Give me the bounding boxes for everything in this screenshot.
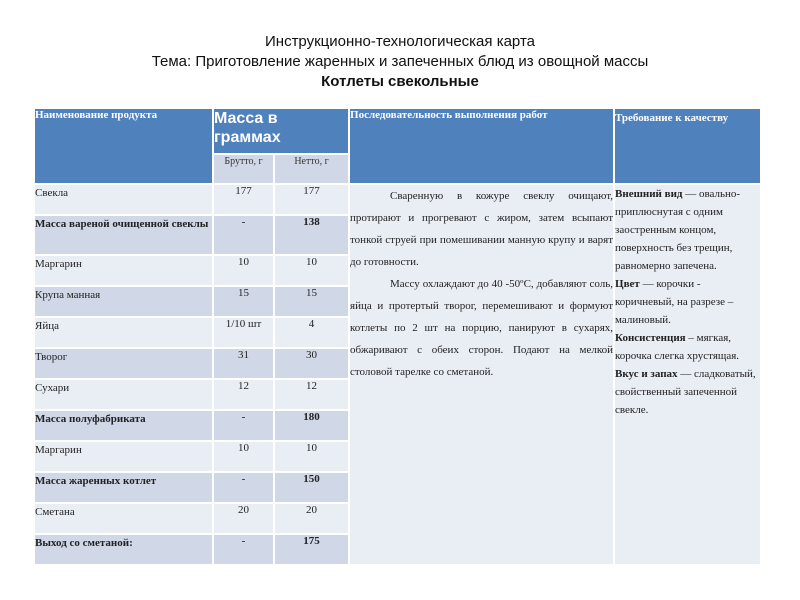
brutto-cell: 20 [213,503,274,534]
brutto-cell: 31 [213,348,274,379]
product-name-cell: Яйца [34,317,213,348]
brutto-cell: 10 [213,441,274,472]
brutto-cell: 10 [213,255,274,286]
netto-cell: 180 [274,410,349,441]
netto-cell: 10 [274,441,349,472]
quality-label: Цвет [615,278,640,290]
header-product-name: Наименование продукта [34,108,213,184]
sequence-paragraph: Сваренную в кожуре свеклу очищают, протирают и прогревают с жиром, затем всыпают тонкой струей при помешивании манную крупу и варят до готовности. [350,190,614,268]
product-name-cell: Творог [34,348,213,379]
netto-cell: 175 [274,534,349,565]
netto-cell: 10 [274,255,349,286]
document-titles [0,32,800,92]
quality-item [615,365,760,419]
product-name-cell: Масса полуфабриката [34,410,213,441]
header-mass: Масса в граммах [213,108,349,154]
netto-cell: 4 [274,317,349,348]
dish-name: Котлеты свекольные [321,73,479,90]
quality-item [615,185,760,275]
quality-separator: — [639,278,657,290]
product-name-cell: Сметана [34,503,213,534]
quality-label: Вкус и запах [615,368,678,380]
quality-text: корочки - коричневый, на разрезе – малиновый. [615,278,734,326]
quality-label: Внешний вид [615,188,683,200]
product-name-cell: Сухари [34,379,213,410]
quality-item [615,329,760,365]
netto-cell: 30 [274,348,349,379]
product-name-cell: Крупа манная [34,286,213,317]
quality-label: Консистенция [615,332,686,344]
brutto-cell: - [213,534,274,565]
product-name-cell: Масса вареной очищенной свеклы [34,215,213,255]
brutto-cell: 12 [213,379,274,410]
quality-item [615,275,760,329]
technology-card-table [33,107,762,566]
header-brutto: Брутто, г [213,154,274,184]
table-row [34,184,761,215]
quality-text: сладковатый, свойственный запеченной свекле. [615,368,756,416]
netto-cell: 150 [274,472,349,503]
quality-separator: – [685,332,697,344]
brutto-cell: 1/10 шт [213,317,274,348]
netto-cell: 12 [274,379,349,410]
brutto-cell: - [213,215,274,255]
quality-text: овально-приплюснутая с одним заостренным концом, поверхность без трещин, равномерно запечена. [615,188,741,272]
quality-text: мягкая, корочка слегка хрустящая. [615,332,740,362]
quality-separator: — [682,188,699,200]
sequence-cell [349,184,614,565]
brutto-cell: - [213,410,274,441]
header-quality: Требование к качеству [614,108,761,184]
product-name-cell: Маргарин [34,255,213,286]
document-topic: Тема: Приготовление жаренных и запеченных блюд из овощной массы [151,53,649,70]
product-name-cell: Выход со сметаной: [34,534,213,565]
netto-cell: 177 [274,184,349,215]
brutto-cell: - [213,472,274,503]
product-name-cell: Свекла [34,184,213,215]
product-name-cell: Масса жаренных котлет [34,472,213,503]
header-netto: Нетто, г [274,154,349,184]
sequence-paragraph: Массу охлаждают до 40 -50ºС, добавляют соль, яйца и протертый творог, перемешивают и формуют котлеты по 2 шт на порцию, панируют в сухарях, обжаривают с обеих сторон. Подают на мелкой столовой тарелке со сметаной. [350,278,614,378]
netto-cell: 20 [274,503,349,534]
header-sequence: Последовательность выполнения работ [349,108,614,184]
product-name-cell: Маргарин [34,441,213,472]
brutto-cell: 15 [213,286,274,317]
quality-cell [614,184,761,565]
document-title: Инструкционно-технологическая карта [265,33,535,50]
netto-cell: 15 [274,286,349,317]
quality-separator: — [677,368,695,380]
netto-cell: 138 [274,215,349,255]
brutto-cell: 177 [213,184,274,215]
